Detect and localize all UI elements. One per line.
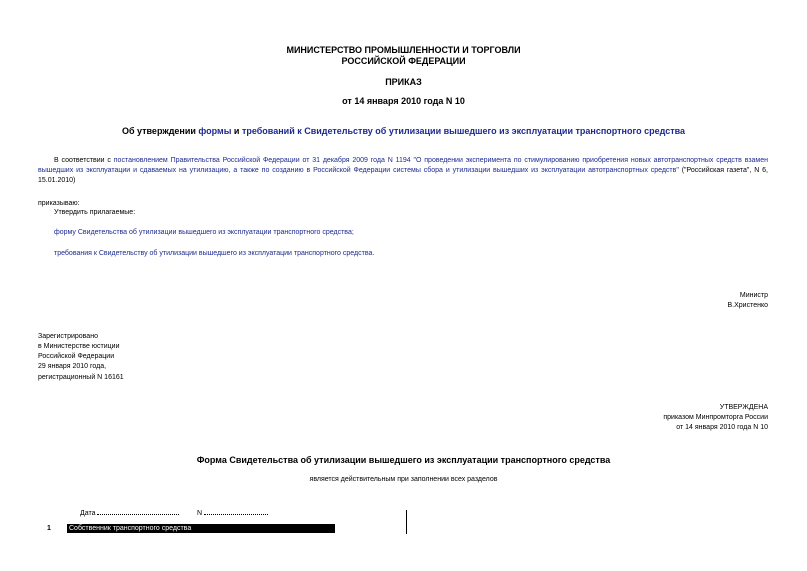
preamble-link-decree[interactable]: постановлением Правительства Российской Федерации от 31 декабря 2009 года N 1194 "О проведении эксперимента по стимулированию приобретения новых автотранспортных средств взамен вышедших из эксплуатации и сдаваемых на утилизацию, а также по созданию в Российской Федерации системы сбора и утилизации вышедших из эксплуатации автотранспортных средств" bbox=[38, 157, 769, 174]
approved-line-2: приказом Минпромторга России bbox=[663, 414, 768, 421]
doc-type: ПРИКАЗ bbox=[385, 77, 422, 87]
title-link-form[interactable]: формы bbox=[198, 126, 232, 136]
form-title: Форма Свидетельства об утилизации вышедшего из эксплуатации транспортного средства bbox=[196, 455, 611, 465]
date-label: Дата bbox=[80, 510, 96, 517]
number-field[interactable] bbox=[197, 509, 268, 519]
prikazyvayu-text: приказываю: bbox=[38, 200, 80, 207]
vertical-divider bbox=[406, 510, 407, 534]
preamble-start: В соответствии с bbox=[54, 157, 114, 164]
registration-line-5: регистрационный N 16161 bbox=[38, 374, 124, 381]
registration-line-4: 29 января 2010 года, bbox=[38, 363, 107, 370]
order-item-form-link[interactable]: форму Свидетельства об утилизации вышедшего из эксплуатации транспортного средства; bbox=[54, 229, 354, 236]
date-field[interactable] bbox=[80, 509, 179, 519]
title-prefix: Об утверждении bbox=[121, 126, 199, 136]
approved-line-1: УТВЕРЖДЕНА bbox=[719, 404, 768, 411]
number-input-line[interactable] bbox=[204, 514, 268, 515]
ministry-line-1: МИНИСТЕРСТВО ПРОМЫШЛЕННОСТИ И ТОРГОВЛИ bbox=[286, 45, 521, 55]
preamble-paragraph bbox=[38, 156, 768, 186]
registration-line-1: Зарегистрировано bbox=[38, 333, 98, 340]
doc-date: от 14 января 2010 года N 10 bbox=[342, 96, 465, 106]
registration-line-3: Российской Федерации bbox=[38, 353, 115, 360]
date-input-line[interactable] bbox=[97, 514, 179, 515]
signature-position: Министр bbox=[739, 292, 768, 299]
approve-text: Утвердить прилагаемые: bbox=[54, 209, 136, 216]
page-title bbox=[0, 126, 807, 137]
order-item-requirements-link[interactable]: требования к Свидетельству об утилизации вышедшего из эксплуатации транспортного средства. bbox=[54, 250, 375, 257]
preamble-end: ("Российская газета", N 6, 15.01.2010) bbox=[38, 167, 768, 184]
title-link-requirements[interactable]: требований к Свидетельству об утилизации вышедшего из эксплуатации транспортного средства bbox=[241, 126, 686, 136]
registration-line-2: в Министерстве юстиции bbox=[38, 343, 120, 350]
number-label: N bbox=[197, 510, 203, 517]
ministry-line-2: РОССИЙСКОЙ ФЕДЕРАЦИИ bbox=[341, 56, 466, 66]
section-number: 1 bbox=[47, 525, 51, 532]
approved-line-3: от 14 января 2010 года N 10 bbox=[676, 424, 768, 431]
section-header-owner: Собственник транспортного средства bbox=[67, 524, 335, 533]
signature-name: В.Христенко bbox=[727, 302, 768, 309]
form-note: является действительным при заполнении всех разделов bbox=[309, 476, 498, 483]
title-mid: и bbox=[231, 126, 242, 136]
